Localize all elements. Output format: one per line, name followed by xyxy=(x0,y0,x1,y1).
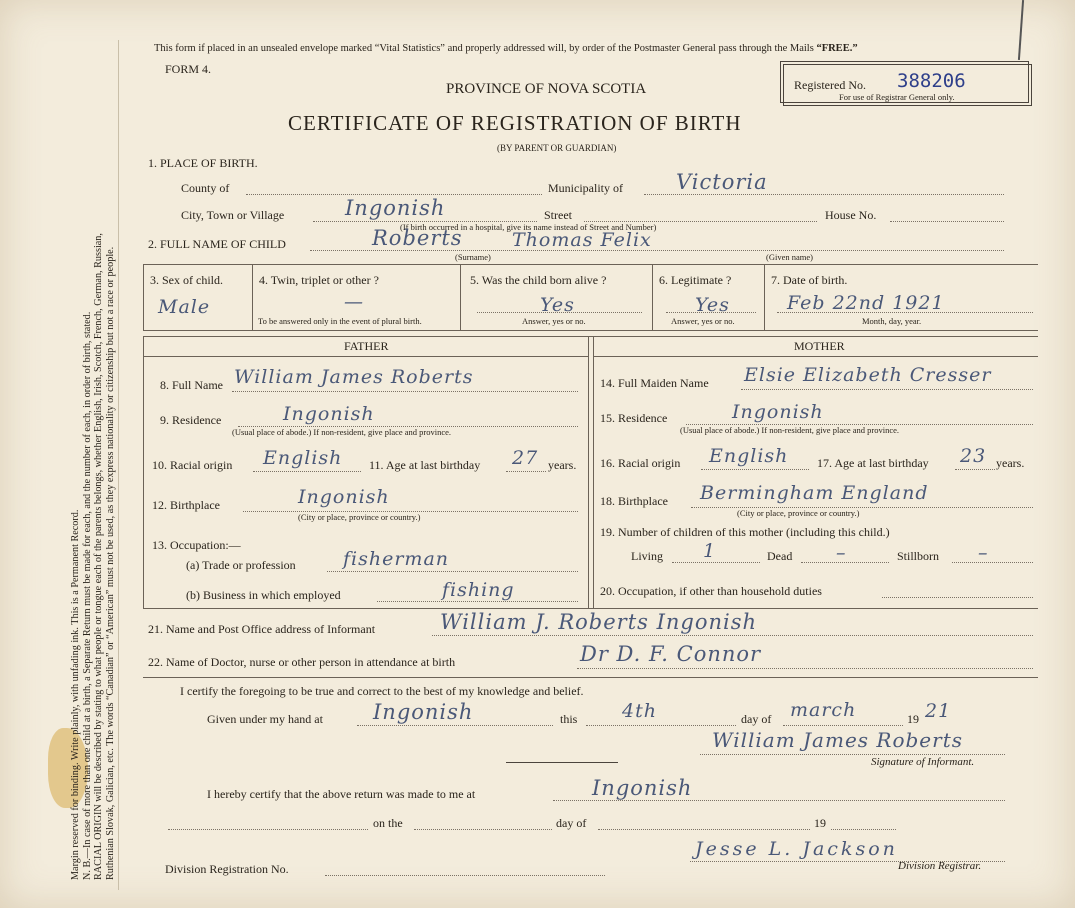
sex-value: Male xyxy=(158,296,211,318)
mother-birthplace-note: (City or place, province or country.) xyxy=(737,508,860,518)
father-occupation-label: 13. Occupation:— xyxy=(152,538,241,552)
registered-label: Registered No. xyxy=(794,78,866,92)
trade-label: (a) Trade or profession xyxy=(186,558,296,572)
margin-line-2: N. B.—In case of more than one child at a birth, a Separate Return must be made for each, and the number of each, in order of birth, stated. xyxy=(81,311,93,880)
certify-statement: I certify the foregoing to be true and correct to the best of my knowledge and belief. xyxy=(180,684,584,698)
margin-rule xyxy=(118,40,119,890)
mother-age-value: 23 xyxy=(960,445,987,467)
informant-label: 21. Name and Post Office address of Informant xyxy=(148,622,376,636)
informant-signature: William James Roberts xyxy=(712,728,963,752)
children-count-label: 19. Number of children of this mother (including this child.) xyxy=(600,525,890,539)
county-label: County of xyxy=(181,181,230,195)
father-birthplace-label: 12. Birthplace xyxy=(152,498,220,512)
father-birthplace-note: (City or place, province or country.) xyxy=(298,512,421,522)
registrar-note: For use of Registrar General only. xyxy=(839,92,955,102)
registrar-signature: Jesse L. Jackson xyxy=(695,838,898,860)
living-label: Living xyxy=(631,549,663,563)
hospital-note: (If birth occurred in a hospital, give its name instead of Street and Number) xyxy=(400,222,657,232)
mother-name-label: 14. Full Maiden Name xyxy=(600,376,709,390)
house-label: House No. xyxy=(825,208,877,222)
alive-value: Yes xyxy=(540,294,575,316)
on-the-label: on the xyxy=(373,816,403,830)
page-subtitle: (BY PARENT OR GUARDIAN) xyxy=(497,143,617,153)
doctor-value: Dr D. F. Connor xyxy=(580,642,762,666)
doctor-label: 22. Name of Doctor, nurse or other person in attendance at birth xyxy=(148,655,456,669)
father-residence-value: Ingonish xyxy=(283,403,375,425)
year-prefix: 19 xyxy=(907,712,919,726)
twin-value: — xyxy=(344,291,364,313)
legitimate-value: Yes xyxy=(695,294,730,316)
division-registrar-caption: Division Registrar. xyxy=(898,860,982,872)
twin-label: 4. Twin, triplet or other ? xyxy=(259,273,379,287)
sex-label: 3. Sex of child. xyxy=(150,273,223,287)
mother-racial-label: 16. Racial origin xyxy=(600,456,681,470)
margin-line-3: RACIAL ORIGIN will be described by stating to what people or tongue each of the parents belongs, whether English, Irish, Scotch, French, German, Russian, xyxy=(93,233,104,880)
dob-value: Feb 22nd 1921 xyxy=(787,292,945,314)
dead-value: – xyxy=(836,542,847,564)
city-value: Ingonish xyxy=(345,196,446,220)
trade-value: fisherman xyxy=(343,548,450,570)
this-label: this xyxy=(560,712,578,726)
mother-racial-value: English xyxy=(709,445,789,467)
given-under-label: Given under my hand at xyxy=(207,712,323,726)
business-label: (b) Business in which employed xyxy=(186,588,341,602)
father-age-value: 27 xyxy=(512,447,539,469)
year-prefix-2: 19 xyxy=(814,816,826,830)
child-surname-value: Roberts xyxy=(372,226,463,250)
mother-residence-value: Ingonish xyxy=(732,401,824,423)
mother-occupation-label: 20. Occupation, if other than household duties xyxy=(600,584,822,598)
mother-name-value: Elsie Elizabeth Cresser xyxy=(744,364,992,386)
city-label: City, Town or Village xyxy=(181,208,285,222)
registered-number: 388206 xyxy=(897,70,966,92)
child-given-value: Thomas Felix xyxy=(512,229,652,251)
place-section-label: 1. PLACE OF BIRTH. xyxy=(148,156,258,170)
legitimate-label: 6. Legitimate ? xyxy=(659,273,732,287)
surname-caption: (Surname) xyxy=(455,252,491,262)
mother-residence-label: 15. Residence xyxy=(600,411,668,425)
day-value: 4th xyxy=(622,700,657,722)
dob-label: 7. Date of birth. xyxy=(771,273,848,287)
return-place-value: Ingonish xyxy=(592,776,693,800)
legitimate-note: Answer, yes or no. xyxy=(671,316,735,326)
month-value: march xyxy=(790,699,857,721)
given-name-caption: (Given name) xyxy=(766,252,813,262)
child-name-label: 2. FULL NAME OF CHILD xyxy=(148,237,286,251)
mother-heading: MOTHER xyxy=(794,339,845,353)
father-heading: FATHER xyxy=(344,339,389,353)
father-racial-label: 10. Racial origin xyxy=(152,458,233,472)
mother-age-label: 17. Age at last birthday xyxy=(817,456,929,470)
margin-line-1: Margin reserved for binding. Write plainly, with unfading ink. This is a Permanent Record. xyxy=(70,509,81,880)
margin-notes xyxy=(70,40,116,880)
stillborn-value: – xyxy=(978,542,989,564)
informant-signature-caption: Signature of Informant. xyxy=(871,756,975,768)
dob-note: Month, day, year. xyxy=(862,316,922,326)
given-place-value: Ingonish xyxy=(373,700,474,724)
return-label: I hereby certify that the above return was made to me at xyxy=(207,787,476,801)
alive-label: 5. Was the child born alive ? xyxy=(470,273,607,287)
business-value: fishing xyxy=(442,579,515,601)
father-name-value: William James Roberts xyxy=(234,366,474,388)
pencil-mark xyxy=(1018,0,1024,60)
twin-note: To be answered only in the event of plural birth. xyxy=(258,316,422,326)
dead-label: Dead xyxy=(767,549,793,563)
father-birthplace-value: Ingonish xyxy=(298,486,390,508)
father-name-label: 8. Full Name xyxy=(160,378,223,392)
father-years: years. xyxy=(548,458,577,472)
father-racial-value: English xyxy=(263,447,343,469)
day-of-label-2: day of xyxy=(556,816,587,830)
informant-value: William J. Roberts Ingonish xyxy=(440,610,758,634)
mother-years: years. xyxy=(996,456,1025,470)
municipality-label: Municipality of xyxy=(548,181,623,195)
father-residence-note: (Usual place of abode.) If non-resident, give place and province. xyxy=(232,427,452,437)
year-value: 21 xyxy=(925,700,952,722)
day-of-label: day of xyxy=(741,712,772,726)
father-residence-label: 9. Residence xyxy=(160,413,222,427)
municipality-value: Victoria xyxy=(676,170,768,194)
form-number: FORM 4. xyxy=(165,62,212,76)
margin-line-4: Ruthenian Slovak, Galician, etc. The words “Canadian” or “American” must not be used, as they express nationality or citizenship but not a race or people. xyxy=(104,246,116,880)
page-title: CERTIFICATE OF REGISTRATION OF BIRTH xyxy=(288,111,742,135)
living-value: 1 xyxy=(703,540,717,562)
mother-birthplace-label: 18. Birthplace xyxy=(600,494,668,508)
registered-number-box xyxy=(783,64,1032,106)
alive-note: Answer, yes or no. xyxy=(522,316,586,326)
stillborn-label: Stillborn xyxy=(897,549,940,563)
street-label: Street xyxy=(544,208,572,222)
province-heading: PROVINCE OF NOVA SCOTIA xyxy=(446,81,647,97)
mother-birthplace-value: Bermingham England xyxy=(700,482,929,504)
division-registration-label: Division Registration No. xyxy=(165,862,289,876)
mail-note: This form if placed in an unsealed envelope marked “Vital Statistics” and properly addressed will, by order of the Postmaster General pass through the Mails “FREE.” xyxy=(154,43,858,54)
mother-residence-note: (Usual place of abode.) If non-resident, give place and province. xyxy=(680,425,900,435)
father-age-label: 11. Age at last birthday xyxy=(369,458,481,472)
